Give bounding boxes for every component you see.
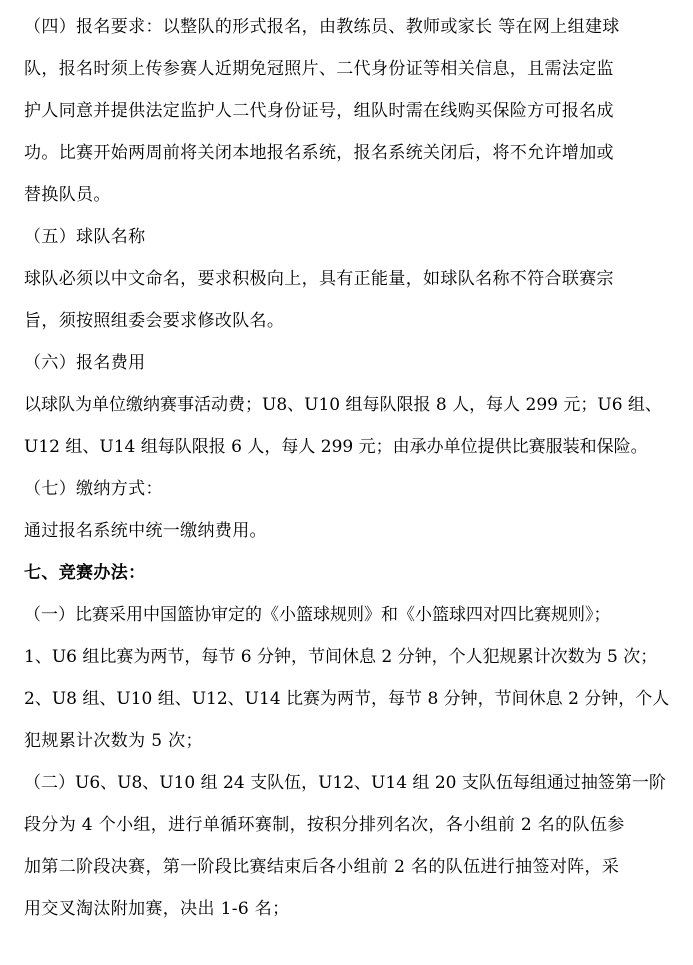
text-line: 旨，须按照组委会要求修改队名。: [24, 311, 285, 331]
text-line: U12 组、U14 组每队限报 6 人，每人 299 元；由承办单位提供比赛服装和保险。: [24, 437, 648, 457]
text-line: 球队必须以中文命名，要求积极向上，具有正能量，如球队名称不符合联赛宗: [24, 269, 614, 289]
section-heading: （六）报名费用: [24, 353, 146, 373]
text-line: 用交叉淘汰附加赛，决出 1-6 名；: [24, 899, 290, 919]
text-line: 犯规累计次数为 5 次；: [24, 731, 203, 751]
text-line: 护人同意并提供法定监护人二代身份证号，组队时需在线购买保险方可报名成: [24, 101, 614, 121]
text-line: 1、U6 组比赛为两节，每节 6 分钟，节间休息 2 分钟，个人犯规累计次数为 5 次；: [24, 647, 658, 667]
section-heading: （七）缴纳方式：: [24, 479, 163, 499]
text-line: （一）比赛采用中国篮协审定的《小篮球规则》和《小篮球四对四比赛规则》；: [24, 605, 611, 625]
text-line: 通过报名系统中统一缴纳费用。: [24, 521, 267, 541]
chapter-heading: 七、竞赛办法：: [24, 563, 146, 583]
text-line: 段分为 4 个小组，进行单循环赛制，按积分排列名次，各小组前 2 名的队伍参: [24, 815, 625, 835]
text-line: 2、U8 组、U10 组、U12、U14 比赛为两节，每节 8 分钟，节间休息 2 分钟，个人: [24, 689, 670, 709]
text-line: 功。比赛开始两周前将关闭本地报名系统，报名系统关闭后，将不允许增加或: [24, 143, 614, 163]
text-line: 队，报名时须上传参赛人近期免冠照片、二代身份证等相关信息，且需法定监: [24, 59, 614, 79]
section-heading: （五）球队名称: [24, 227, 146, 247]
text-line: （二）U6、U8、U10 组 24 支队伍，U12、U14 组 20 支队伍每组通过抽签第一阶: [24, 773, 666, 793]
text-line: 替换队员。: [24, 185, 111, 205]
text-line: 以球队为单位缴纳赛事活动费；U8、U10 组每队限报 8 人，每人 299 元；U6 组、: [24, 395, 662, 415]
text-line: 加第二阶段决赛，第一阶段比赛结束后各小组前 2 名的队伍进行抽签对阵，采: [24, 857, 620, 877]
text-line: （四）报名要求：以整队的形式报名，由教练员、教师或家长 等在网上组建球: [24, 17, 620, 37]
